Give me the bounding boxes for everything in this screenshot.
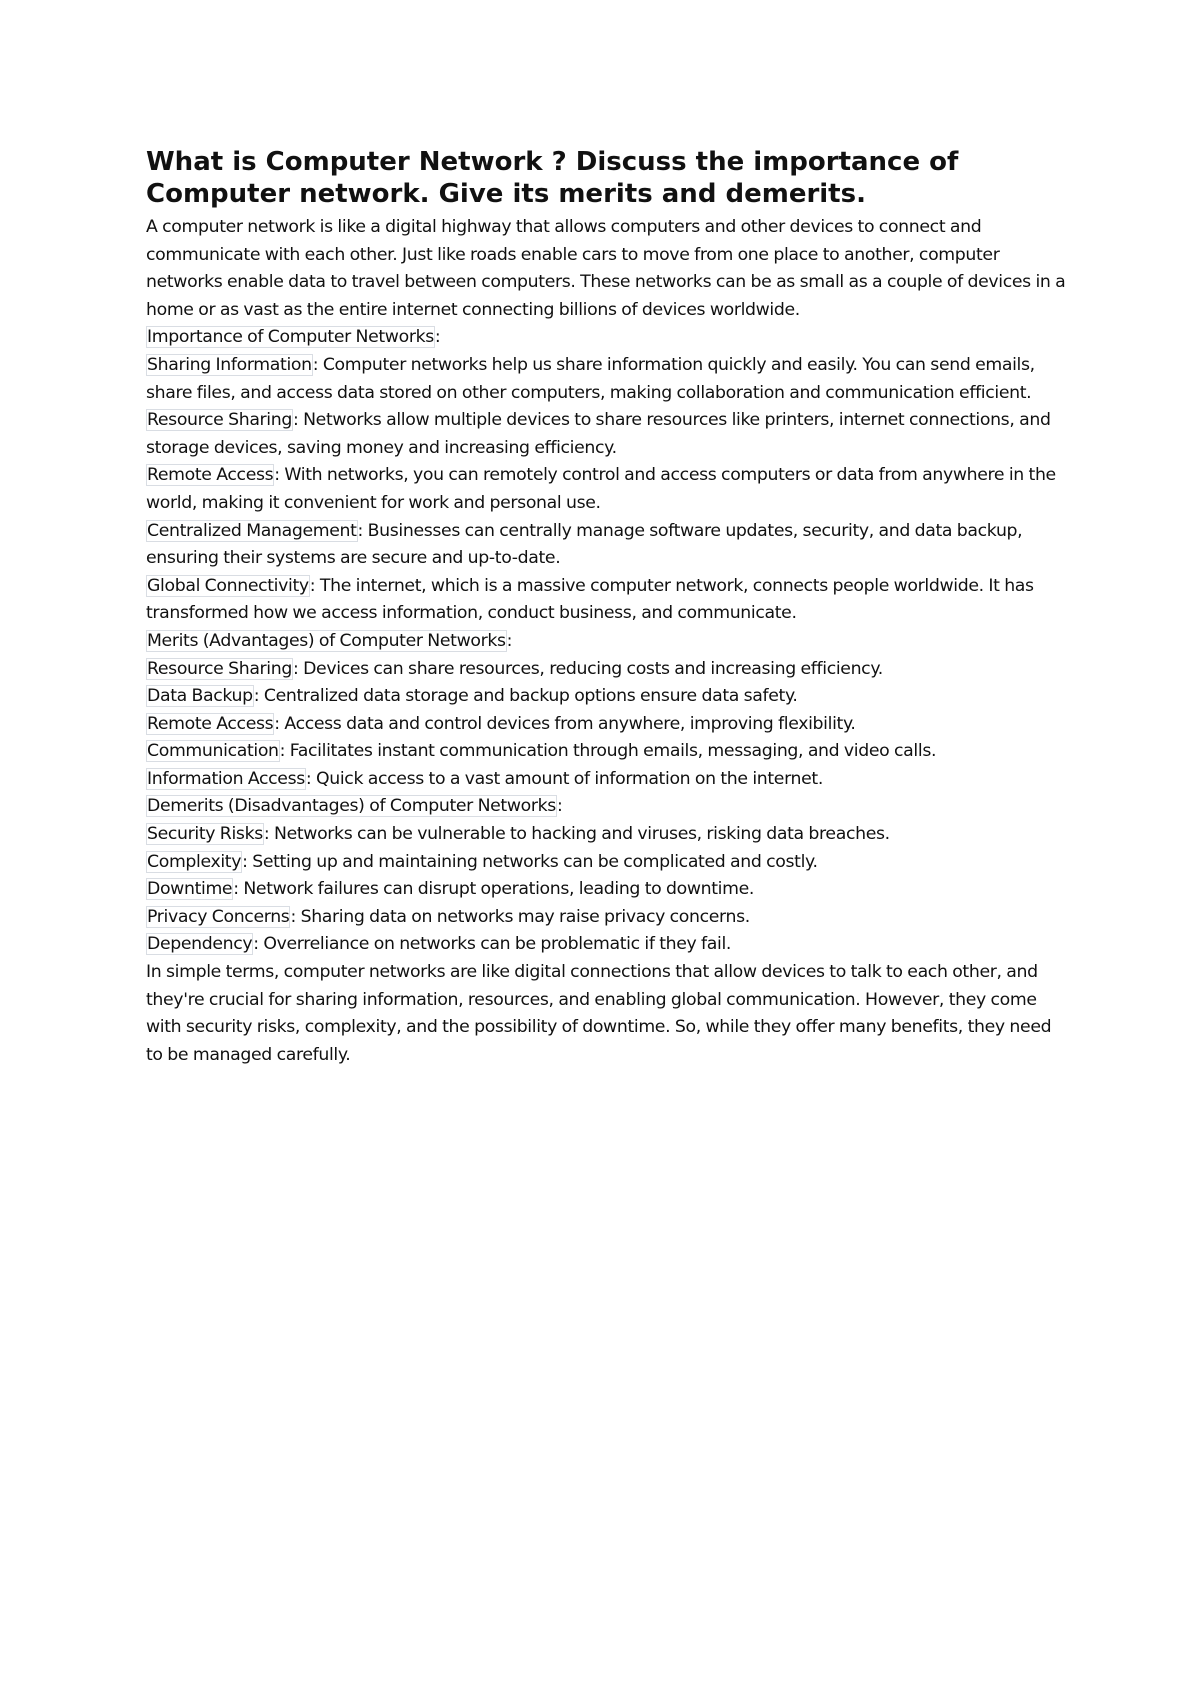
importance-heading-colon: : (434, 327, 441, 348)
importance-item (146, 518, 1066, 573)
demerit-item-label: Security Risks (147, 824, 263, 845)
merit-item (146, 656, 1066, 684)
demerit-item-label: Downtime (147, 879, 233, 900)
merits-heading (146, 628, 1066, 656)
demerit-item (146, 904, 1066, 932)
document-title: What is Computer Network ? Discuss the importance of Computer network. Give its merits and demerits. (146, 147, 959, 209)
importance-item-label: Global Connectivity (147, 575, 309, 596)
demerit-item-text: : Network failures can disrupt operations, leading to downtime. (233, 879, 755, 900)
merit-item-label: Communication (147, 741, 279, 762)
demerits-heading (146, 793, 1066, 821)
importance-item (146, 462, 1066, 517)
merit-item-label: Remote Access (147, 713, 274, 734)
merit-item-label: Resource Sharing (147, 658, 292, 679)
merit-item-text: : Quick access to a vast amount of information on the internet. (305, 768, 823, 789)
merit-item-text: : Devices can share resources, reducing costs and increasing efficiency. (292, 658, 883, 679)
merit-item (146, 738, 1066, 766)
merits-heading-label: Merits (Advantages) of Computer Networks (147, 630, 506, 651)
importance-item (146, 573, 1066, 628)
document-content (146, 146, 1066, 1069)
demerits-heading-colon: : (556, 796, 563, 817)
importance-item-text: : Networks allow multiple devices to share resources like printers, internet connections, and storage devices, saving money and increasing efficiency. (146, 410, 1051, 458)
demerit-item-text: : Overreliance on networks can be problematic if they fail. (253, 934, 732, 955)
merits-heading-colon: : (506, 630, 513, 651)
importance-item-label: Centralized Management (147, 520, 357, 541)
merit-item-label: Information Access (147, 768, 305, 789)
merit-item (146, 766, 1066, 794)
merit-item (146, 683, 1066, 711)
demerit-item-label: Privacy Concerns (147, 906, 290, 927)
demerits-heading-label: Demerits (Disadvantages) of Computer Networks (147, 796, 556, 817)
demerit-item-label: Complexity (147, 851, 242, 872)
merit-item-text: : Centralized data storage and backup options ensure data safety. (253, 686, 798, 707)
importance-item (146, 407, 1066, 462)
importance-item-label: Resource Sharing (147, 410, 292, 431)
demerit-item-text: : Networks can be vulnerable to hacking and viruses, risking data breaches. (263, 824, 890, 845)
demerit-item-text: : Sharing data on networks may raise privacy concerns. (290, 906, 750, 927)
intro-paragraph: A computer network is like a digital highway that allows computers and other devices to connect and communicate with each other. Just like roads enable cars to move from one place to another, computer networks enable data to travel between computers. These networks can be as small as a couple of devices in a home or as vast as the entire internet connecting billions of devices worldwide. (146, 217, 1066, 320)
importance-item-label: Sharing Information (147, 354, 312, 375)
importance-item-text: : Computer networks help us share information quickly and easily. You can send emails, share files, and access data stored on other computers, making collaboration and communication efficient. (146, 354, 1035, 403)
demerit-item (146, 849, 1066, 877)
merit-item (146, 711, 1066, 739)
importance-heading (146, 324, 1066, 352)
demerit-item (146, 876, 1066, 904)
importance-item (146, 352, 1066, 407)
conclusion-paragraph: In simple terms, computer networks are like digital connections that allow devices to talk to each other, and they're crucial for sharing information, resources, and enabling global communication. However, they come with security risks, complexity, and the possibility of downtime. So, while they offer many benefits, they need to be managed carefully. (146, 962, 1052, 1065)
demerit-item-text: : Setting up and maintaining networks can be complicated and costly. (242, 851, 818, 872)
importance-heading-label: Importance of Computer Networks (147, 327, 434, 348)
merit-item-label: Data Backup (147, 686, 253, 707)
demerit-item (146, 931, 1066, 959)
merit-item-text: : Facilitates instant communication through emails, messaging, and video calls. (279, 741, 937, 762)
importance-item-text: : Businesses can centrally manage software updates, security, and data backup, ensuring their systems are secure and up-to-date. (146, 520, 1023, 569)
importance-item-label: Remote Access (147, 465, 274, 486)
importance-item-text: : With networks, you can remotely control and access computers or data from anywhere in the world, making it convenient for work and personal use. (146, 465, 1056, 513)
importance-item-text: : The internet, which is a massive computer network, connects people worldwide. It has transformed how we access information, conduct business, and communicate. (146, 575, 1034, 624)
demerit-item (146, 821, 1066, 849)
merit-item-text: : Access data and control devices from anywhere, improving flexibility. (274, 713, 856, 734)
demerit-item-label: Dependency (147, 934, 253, 955)
